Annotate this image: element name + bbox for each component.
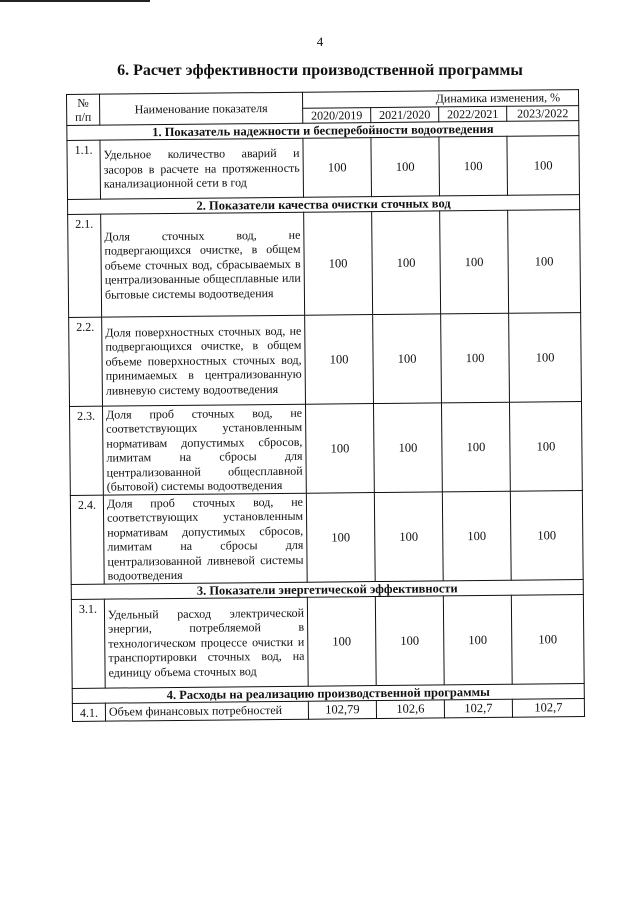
table-row [72, 699, 584, 721]
row-value: 100 [510, 491, 583, 581]
table-row [69, 402, 582, 496]
page-number: 4 [316, 34, 324, 49]
row-value: 100 [511, 595, 584, 685]
header-group: Динамика изменения, % [302, 90, 578, 108]
section-title: 2. Показатели качества очистки сточных вод [68, 195, 580, 215]
row-value: 100 [371, 137, 440, 197]
header-period: 2022/2021 [439, 106, 507, 122]
row-name: Удельный расход электрической энергии, потребляемой в технологическом процессе очистки и транспортировки сточных вод, на единицу объема сточных вод [104, 597, 308, 688]
row-number: 2.4. [70, 495, 104, 584]
efficiency-table [66, 89, 585, 721]
row-value: 100 [305, 315, 374, 405]
row-value: 100 [305, 404, 374, 494]
row-name: Доля сточных вод, не подвергающихся очистке, в общем объеме сточных вод, сбрасываемых в централизованные общесплавные или бытовые системы водоотведения [101, 212, 305, 317]
row-value: 100 [374, 492, 443, 582]
row-number: 2.2. [69, 317, 103, 406]
header-period: 2021/2020 [371, 106, 439, 122]
row-value: 100 [508, 210, 581, 314]
row-name: Объем финансовых потребностей [105, 701, 308, 720]
row-number: 2.1. [68, 214, 102, 317]
row-number: 3.1. [71, 599, 105, 688]
row-value: 102,7 [444, 699, 512, 717]
row-number: 2.3. [69, 406, 103, 495]
row-value: 100 [306, 493, 375, 583]
page-title: 6. Расчет эффективности производственной программы [117, 62, 523, 79]
table-row [68, 210, 581, 318]
header-name: Наименование показателя [100, 92, 303, 125]
row-value: 100 [442, 491, 511, 581]
row-value: 100 [441, 313, 510, 403]
row-value: 100 [375, 596, 444, 686]
row-name: Удельное количество аварий и засоров в расчете на протяженность канализационной сети в год [100, 138, 304, 199]
row-value: 100 [304, 212, 373, 316]
table-row [71, 595, 584, 689]
row-value: 100 [439, 136, 508, 196]
row-value: 102,7 [512, 699, 584, 717]
table-row [69, 313, 582, 407]
row-value: 100 [507, 136, 580, 196]
row-name: Доля поверхностных сточных вод, не подвергающихся очистке, в общем объеме поверхностных сточных вод, принимаемых в централизованную ливневую систему водоотведения [102, 315, 306, 406]
top-edge-line [0, 0, 150, 2]
row-number: 1.1. [67, 140, 101, 199]
row-value: 100 [303, 138, 372, 198]
row-value: 102,6 [376, 700, 444, 718]
row-value: 100 [509, 313, 582, 403]
section-title: 1. Показатель надежности и бесперебойности водоотведения [67, 121, 579, 141]
header-num: № п/п [67, 94, 100, 125]
row-name: Доля проб сточных вод, не соответствующих установленным нормативам допустимых сбросов, лимитам на сбросы для централизованной общесплавной (бытовой) системы водоотведения [102, 404, 306, 495]
table-row [70, 491, 583, 585]
row-value: 102,79 [308, 701, 376, 719]
section-title: 3. Показатели энергетической эффективности [71, 580, 583, 600]
section-title: 4. Расходы на реализацию производственной программы [72, 684, 584, 704]
row-number: 4.1. [72, 703, 105, 721]
row-value: 100 [373, 314, 442, 404]
header-period: 2023/2022 [507, 105, 579, 121]
header-period: 2020/2019 [303, 107, 371, 123]
row-value: 100 [440, 210, 509, 314]
row-value: 100 [443, 595, 512, 685]
row-name: Доля проб сточных вод, не соответствующих установленным нормативам допустимых сбросов, лимитам на сбросы для централизованной ливневой системы водоотведения [103, 493, 307, 584]
row-value: 100 [373, 403, 442, 493]
row-value: 100 [509, 402, 582, 492]
row-value: 100 [307, 597, 376, 687]
table-row [67, 136, 580, 200]
row-value: 100 [372, 211, 441, 315]
row-value: 100 [441, 402, 510, 492]
